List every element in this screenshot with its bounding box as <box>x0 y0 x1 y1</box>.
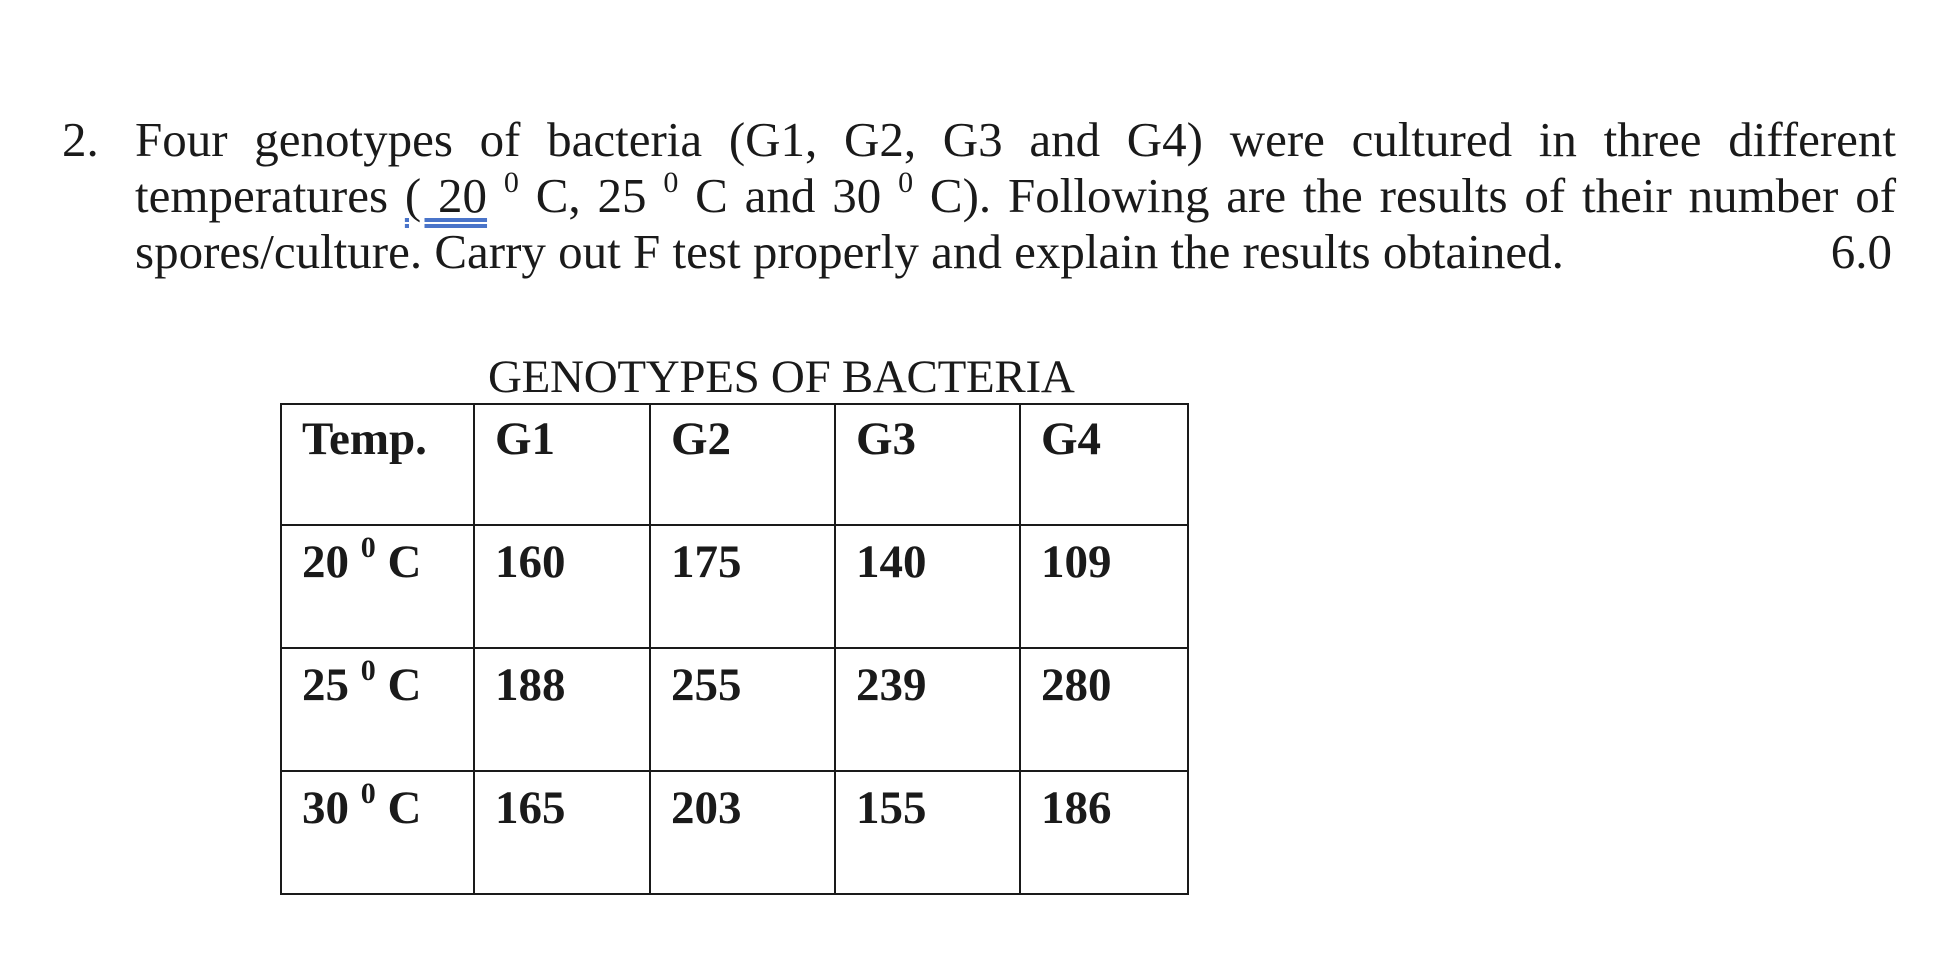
temp-value: 20 <box>302 536 349 588</box>
header-g3: G3 <box>835 404 1020 525</box>
temp-value: 30 <box>302 782 349 834</box>
value-cell: 160 <box>474 525 650 648</box>
value-cell: 175 <box>650 525 835 648</box>
value-cell: 255 <box>650 648 835 771</box>
spore-count-table <box>280 403 1189 895</box>
question-line-2-part-d: C, 25 <box>518 168 664 223</box>
header-g2: G2 <box>650 404 835 525</box>
degree-superscript: 0 <box>898 166 914 199</box>
degree-superscript: 0 <box>503 166 519 199</box>
question-text <box>135 112 1896 280</box>
value-cell: 239 <box>835 648 1020 771</box>
question-line-2 <box>135 168 1896 224</box>
value-cell: 140 <box>835 525 1020 648</box>
temp-cell <box>281 648 474 771</box>
table-row <box>281 771 1188 894</box>
question-line-3 <box>135 224 1896 280</box>
table-caption: GENOTYPES OF BACTERIA <box>488 351 1075 403</box>
header-g4: G4 <box>1020 404 1188 525</box>
table-header-row <box>281 404 1188 525</box>
temp-unit: C <box>387 536 422 588</box>
temp-cell <box>281 771 474 894</box>
question-line-3-text: spores/culture. Carry out F test properly and explain the results obtained. <box>135 224 1564 279</box>
question-line-2-part-e: C and 30 <box>678 168 899 223</box>
value-cell: 203 <box>650 771 835 894</box>
marks-value: 6.0 <box>1830 224 1892 279</box>
value-cell: 109 <box>1020 525 1188 648</box>
value-cell: 280 <box>1020 648 1188 771</box>
value-cell: 188 <box>474 648 650 771</box>
degree-superscript: 0 <box>360 654 376 687</box>
question-number: 2. <box>62 112 99 167</box>
value-cell: 155 <box>835 771 1020 894</box>
value-cell: 186 <box>1020 771 1188 894</box>
table-row <box>281 525 1188 648</box>
degree-superscript: 0 <box>663 166 679 199</box>
question-line-1: Four genotypes of bacteria (G1, G2, G3 and G4) were cultured in three different <box>135 112 1896 167</box>
temp-unit: C <box>387 659 422 711</box>
table-row <box>281 648 1188 771</box>
question-line-2-part-c <box>487 168 504 223</box>
header-temp: Temp. <box>281 404 474 525</box>
header-g1: G1 <box>474 404 650 525</box>
temp-value: 25 <box>302 659 349 711</box>
grammar-flag-underline: ( 20 <box>404 168 488 223</box>
question-line-2-part-a: temperatures <box>135 168 405 223</box>
temp-unit: C <box>387 782 422 834</box>
question-line-2-part-f: C). Following are the results of their number of <box>913 168 1897 223</box>
degree-superscript: 0 <box>360 777 376 810</box>
value-cell: 165 <box>474 771 650 894</box>
temp-cell <box>281 525 474 648</box>
degree-superscript: 0 <box>360 531 376 564</box>
